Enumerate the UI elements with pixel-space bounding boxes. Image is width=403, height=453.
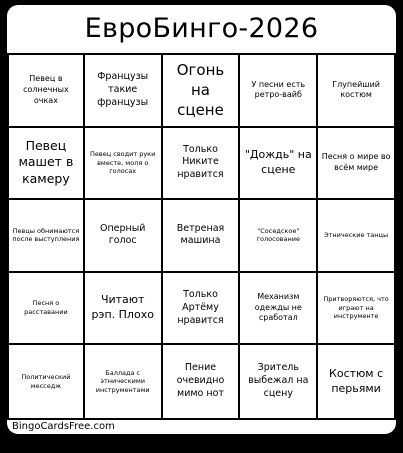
bingo-cell-text: Певец в солнечных очках (23, 74, 69, 105)
card-title: ЕвроБинго-2026 (84, 13, 319, 44)
bingo-cell-text: "Дождь" на сцене (244, 148, 312, 176)
bingo-cell-text: Костюм с перьями (329, 366, 384, 395)
bingo-cell-text: Французы такие французы (97, 71, 149, 108)
bingo-cell-text: У песни есть ретро-вайб (251, 79, 306, 100)
bingo-cell[interactable] (318, 345, 396, 418)
bingo-cell[interactable] (85, 128, 163, 201)
bingo-cell-text: Зритель выбежал на сцену (248, 362, 309, 400)
bingo-cell-text: Певцы обнимаются после выступления (12, 226, 80, 244)
bingo-cell-text: Певец сводит руки вместе, моля о голосах (90, 149, 156, 176)
bingo-cell-text: Огонь на сцене (176, 60, 225, 120)
bingo-cell-text: "Соседское" голосование (256, 226, 300, 244)
bingo-cell-text: Глупейший костюм (332, 79, 380, 100)
bingo-cell[interactable] (240, 55, 318, 128)
bingo-cell-text: Пение очевидно мимо нот (176, 362, 225, 400)
bingo-cell-text: Оперный голос (99, 222, 146, 247)
bingo-cell-text: Баллада с этническими инструментами (95, 368, 150, 395)
bingo-cell[interactable] (7, 128, 85, 201)
bingo-cell[interactable] (240, 128, 318, 201)
bingo-cell[interactable] (240, 200, 318, 273)
bingo-cell[interactable] (85, 55, 163, 128)
bingo-cell[interactable] (85, 273, 163, 346)
bingo-cell[interactable] (240, 345, 318, 418)
bingo-grid (7, 53, 396, 420)
bingo-cell[interactable] (318, 128, 396, 201)
bingo-cell[interactable] (318, 200, 396, 273)
bingo-cell[interactable] (85, 345, 163, 418)
bingo-cell[interactable] (85, 200, 163, 273)
bingo-cell[interactable] (163, 345, 241, 418)
bingo-cell[interactable] (163, 200, 241, 273)
footer-site-credit: BingoCardsFree.com (12, 421, 115, 432)
bingo-cell[interactable] (318, 55, 396, 128)
bingo-cell-text: Песня о мире во всём мире (321, 152, 391, 172)
bingo-cell[interactable] (163, 273, 241, 346)
bingo-cell-text: Притворяются, что играют на инструменте (323, 294, 389, 321)
bingo-cell-text: Читают рэп. Плохо (91, 293, 154, 322)
bingo-cell[interactable] (7, 345, 85, 418)
bingo-cell[interactable] (7, 55, 85, 128)
bingo-cell-text: Песня о расставании (24, 299, 68, 317)
bingo-card (7, 5, 396, 434)
bingo-cell-text: Ветреная машина (176, 222, 225, 247)
bingo-cell[interactable] (163, 55, 241, 128)
bingo-cell[interactable] (7, 273, 85, 346)
bingo-cell-text: Механизм одежды не сработал (254, 291, 302, 323)
bingo-cell-text: Политический месседж (21, 372, 71, 390)
bingo-cell-text: Только Никите нравится (177, 143, 224, 181)
bingo-cell[interactable] (240, 273, 318, 346)
bingo-cell-text: Певец машет в камеру (18, 137, 74, 187)
bingo-cell-text: Только Артёму нравится (177, 288, 224, 326)
bingo-cell[interactable] (318, 273, 396, 346)
bingo-cell-text: Этнические танцы (324, 231, 389, 240)
bingo-cell[interactable] (163, 128, 241, 201)
bingo-cell[interactable] (7, 200, 85, 273)
